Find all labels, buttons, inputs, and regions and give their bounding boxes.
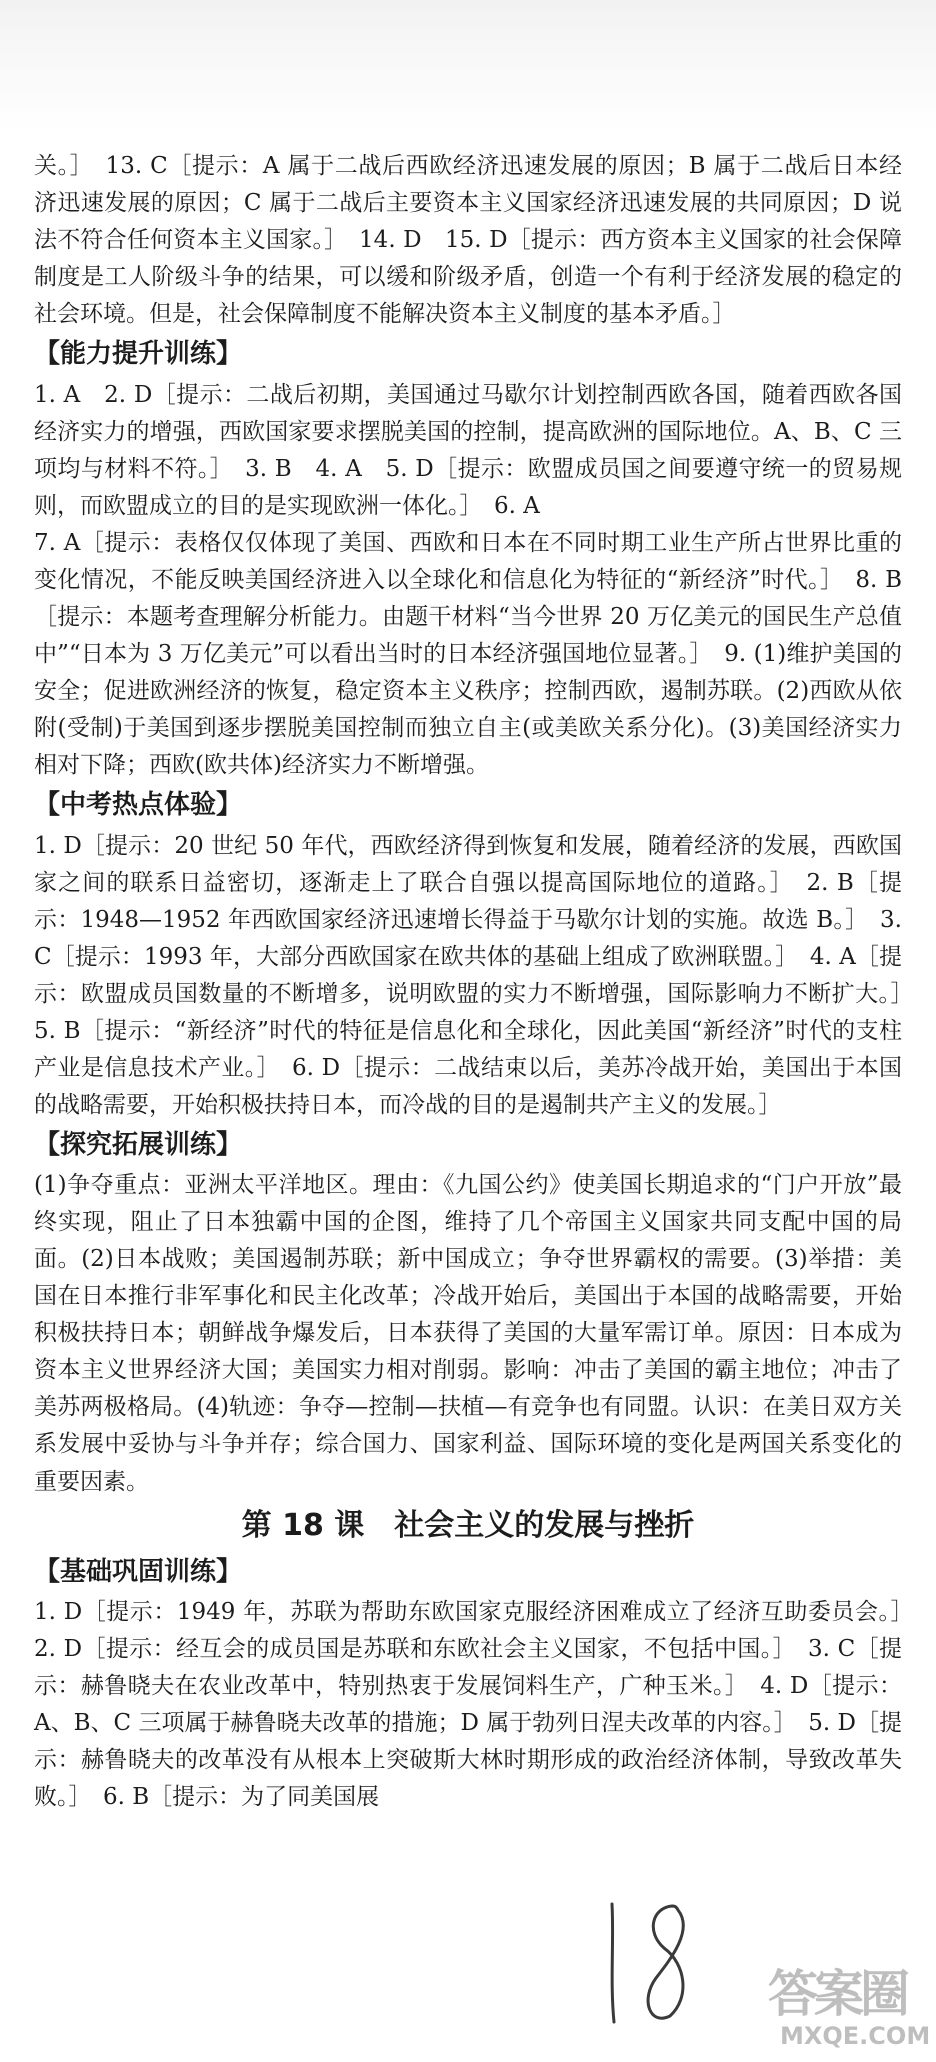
answer-page-text [34, 148, 925, 1816]
answer-paragraph: (1)争夺重点：亚洲太平洋地区。理由：《九国公约》使美国长期追求的“门户开放”最终实现，阻止了日本独霸中国的企图，维持了几个帝国主义国家共同支配中国的局面。(2)日本战败；美国遏制苏联；新中国成立；争夺世界霸权的需要。(3)举措：美国在日本推行非军事化和民主化改革；冷战开始后，美国出于本国的战略需要，开始积极扶持日本；朝鲜战争爆发后，日本获得了美国的大量军需订单。原因：日本成为资本主义世界经济大国；美国实力相对削弱。影响：冲击了美国的霸主地位；冲击了美苏两极格局。(4)轨迹：争夺—控制—扶植—有竞争也有同盟。认识：在美日双方关系发展中妥协与斗争并存；综合国力、国家利益、国际环境的变化是两国关系变化的重要因素。 [34, 1172, 902, 1495]
answer-paragraph: 1. D［提示：20 世纪 50 年代，西欧经济得到恢复和发展，随着经济的发展，西欧国家之间的联系日益密切，逐渐走上了联合自强以提高国际地位的道路。］ 2. B［提示：1948—1952 年西欧国家经济迅速增长得益于马歇尔计划的实施。故选 B。］ 3. C［提示：1993 年，大部分西欧国家在欧共体的基础上组成了欧洲联盟。］ 4. A［提示：欧盟成员国数量的不断增多，说明欧盟的实力不断增强，国际影响力不断扩大。］ 5. B［提示：“新经济”时代的特征是信息化和全球化，因此美国“新经济”时代的支柱产业是信息技术产业。］ 6. D［提示：二战结束以后，美苏冷战开始，美国出于本国的战略需要，开始积极扶持日本，而冷战的目的是遏制共产主义的发展。］ [34, 832, 925, 1118]
watermark-url: MXQE.COM [780, 2022, 931, 2050]
section-heading-exam: 【中考热点体验】 [34, 790, 243, 820]
handwritten-stroke-eight [648, 1906, 683, 2018]
answer-paragraph: 1. D［提示：1949 年，苏联为帮助东欧国家克服经济困难成立了经济互助委员会。］ 2. D［提示：经互会的成员国是苏联和东欧社会主义国家，不包括中国。］ 3. C［提示：赫鲁晓夫在农业改革中，特别热衷于发展饲料生产，广种玉米。］ 4. D［提示：A、B、C 三项属于赫鲁晓夫改革的措施；D 属于勃列日涅夫改革的内容。］ 5. D［提示：赫鲁晓夫的改革没有从根本上突破斯大林时期形成的政治经济体制，导致改革失败。］ 6. B［提示：为了同美国展 [34, 1599, 925, 1811]
answer-paragraph: 7. A［提示：表格仅仅体现了美国、西欧和日本在不同时期工业生产所占世界比重的变化情况，不能反映美国经济进入以全球化和信息化为特征的“新经济”时代。］ 8. B［提示：本题考查理解分析能力。由题干材料“当今世界 20 万亿美元的国民生产总值中”“日本为 3 万亿美元”可以看出当时的日本经济强国地位显著。］ 9. (1)维护美国的安全；促进欧洲经济的恢复，稳定资本主义秩序；控制西欧，遏制苏联。(2)西欧从依附(受制)于美国到逐步摆脱美国控制而独立自主(或美欧关系分化)。(3)美国经济实力相对下降；西欧(欧共体)经济实力不断增强。 [34, 529, 902, 778]
watermark-logo: 答案圈 [768, 1965, 906, 2023]
answer-paragraph: 1. A 2. D［提示：二战后初期，美国通过马歇尔计划控制西欧各国，随着西欧各国经济实力的增强，西欧国家要求摆脱美国的控制，提高欧洲的国际地位。A、B、C 三项均与材料不符。］ 3. B 4. A 5. D［提示：欧盟成员国之间要遵守统一的贸易规则，而欧盟成立的目的是实现欧洲一体化。］ 6. A [34, 381, 902, 519]
section-heading-basic: 【基础巩固训练】 [34, 1556, 243, 1587]
answer-paragraph: 关。］ 13. C［提示：A 属于二战后西欧经济迅速发展的原因；B 属于二战后日本经济迅速发展的原因；C 属于二战后主要资本主义国家经济迅速发展的共同原因；D 说法不符合任何资本主义国家。］ 14. D 15. D［提示：西方资本主义国家的社会保障制度是工人阶级斗争的结果，可以缓和阶级矛盾，创造一个有利于经济发展的稳定的社会环境。但是，社会保障制度不能解决资本主义制度的基本矛盾。］ [34, 153, 902, 328]
handwritten-stroke-one [612, 1904, 614, 2022]
lesson-title: 第 18 课 社会主义的发展与挫折 [241, 1507, 695, 1543]
site-watermark [764, 1952, 932, 2058]
section-heading-ability: 【能力提升训练】 [34, 339, 243, 370]
page-top-band [0, 0, 936, 130]
handwritten-page-number [590, 1890, 710, 2030]
section-heading-explore: 【探究拓展训练】 [34, 1129, 243, 1160]
